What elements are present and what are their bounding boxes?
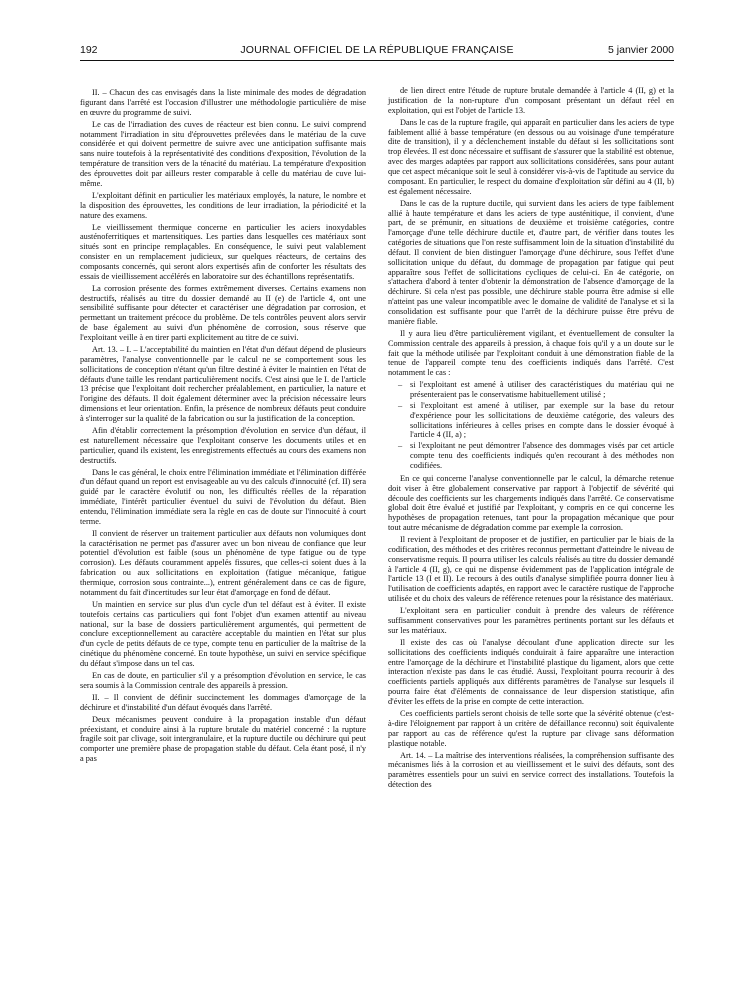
right-column: [388, 86, 674, 792]
paragraph: Art. 13. – I. – L'acceptabilité du maintien en l'état d'un défaut dépend de plusieurs paramètres, l'analyse conventionnelle par le calcul ne se comportement sous les sollicitations de conception n'étant qu'un filtre destiné à éviter le maintien en l'état de défauts d'une taille les rendant particulièrement nocifs. C'est ainsi que le I. de l'article 13 précise que l'exploitant doit rechercher préalablement, en particulier, la nature et l'origine des défauts. Il doit également déterminer avec la précision nécessaire leurs dimensions et leur orientation. Enfin, la présence de nombreux défauts peut conduire à s'interroger sur la qualité de la fabrication ou sur la justification de la conception.: [80, 345, 366, 423]
paragraph: Il existe des cas où l'analyse découlant d'une application directe sur les sollicitations des coefficients indiqués conduirait à faire apparaître une interaction entre l'amorçage de la déchirure et l'instabilité plastique du ligament, alors que cette interaction n'existe pas dans le cas étudié. Aussi, l'exploitant pourra recourir à des coefficients partiels appliqués aux différents paramètres de l'analyse sur lesquels il pourra faire état d'éléments de connaissance de leur dispersion statistique, afin d'éviter les effets de la prise en compte de cette interaction.: [388, 637, 674, 706]
paragraph: L'exploitant sera en particulier conduit à prendre des valeurs de référence suffisamment conservatives pour les paramètres pertinents portant sur les défauts et sur les matériaux.: [388, 606, 674, 635]
left-column: [80, 88, 366, 766]
bullet-item: – si l'exploitant est amené à utiliser, par exemple sur la base du retour d'expérience pour les sollicitations de deuxième catégorie, des valeurs des sollicitations inférieures à celles prises en compte dans le dossier évoqué à l'article 4 (II, a) ;: [410, 401, 674, 440]
paragraph: Ces coefficients partiels seront choisis de telle sorte que la sévérité obtenue (c'est-à-dire l'éloignement par rapport à un critère de défaillance reconnu) soit équivalente par rapport au cas de référence qu'est la rupture par clivage sans déformation plastique notable.: [388, 708, 674, 748]
bullet-item: – si l'exploitant ne peut démontrer l'absence des dommages visés par cet article compte tenu des coefficients indiqués qu'en recourant à des méthodes non codifiées.: [410, 441, 674, 471]
paragraph: L'exploitant définit en particulier les matériaux employés, la nature, le nombre et la disposition des éprouvettes, les conditions de leur irradiation, la périodicité et la nature des examens.: [80, 190, 366, 220]
paragraph: Afin d'établir correctement la présomption d'évolution en service d'un défaut, il est naturellement nécessaire que l'exploitant conserve les documents utiles et en particulier, quand ils existent, les enregistrements effectués au cours des examens non destructifs.: [80, 425, 366, 465]
right-paragraphs-a: [388, 86, 674, 378]
paragraph: La corrosion présente des formes extrêmement diverses. Certains examens non destructifs, réalisés au titre du dossier demandé au II (e) de l'article 4, ont une sensibilité suffisante pour détecter et caractériser une dégradation par corrosion, et permettant un traitement précoce du problème. De tels contrôles peuvent alors servir de base également au suivi d'un phénomène de corrosion, sous réserve que l'exploitant veille à en tirer parti explicitement au titre de ce suivi.: [80, 283, 366, 342]
bullet-item: – si l'exploitant est amené à utiliser des caractéristiques du matériau qui ne présenteraient pas le conservatisme habituellement utilisé ;: [410, 380, 674, 400]
paragraph: Art. 14. – La maîtrise des interventions réalisées, la compréhension suffisante des mécanismes liés à la corrosion et au vieillissement et le suivi des défauts, sont des paramètres essentiels pour un suivi en service correct des installations. Toutefois la détection des: [388, 750, 674, 790]
paragraph: Il y aura lieu d'être particulièrement vigilant, et éventuellement de consulter la Commission centrale des appareils à pression, à chaque fois qu'il y a un doute sur le fait que la méthode utilisée par l'exploitant conduit à une démonstration fiable de la tenue de l'appareil compte tenu des coefficients indiqués dans l'arrêté. C'est notamment le cas :: [388, 328, 674, 378]
paragraph: En cas de doute, en particulier s'il y a présomption d'évolution en service, le cas sera soumis à la Commission centrale des appareils à pression.: [80, 670, 366, 690]
paragraph: Le vieillissement thermique concerne en particulier les aciers inoxydables austénoferritiques et martensitiques. Les parties dans lesquelles ces matériaux sont situés sont en principe remplaçables. En conséquence, le suivi peut valablement consister en un remplacement judicieux, sur quelques réacteurs, de certains des composants concernés, qui seront alors expertisés afin de conforter les résultats des essais de vieillissement accélérés en laboratoire sur des échantillons représentatifs.: [80, 222, 366, 281]
journal-title: JOURNAL OFFICIEL DE LA RÉPUBLIQUE FRANÇAISE: [240, 44, 514, 56]
bullet-list: [388, 380, 674, 471]
paragraph: de lien direct entre l'étude de rupture brutale demandée à l'article 4 (II, g) et la justification de la non-rupture d'un composant présentant un défaut réel en exploitation, qui est l'objet de l'article 13.: [388, 86, 674, 115]
page-header: [80, 44, 674, 60]
issue-date: 5 janvier 2000: [608, 44, 674, 56]
paragraph: Deux mécanismes peuvent conduire à la propagation instable d'un défaut préexistant, et conduire ainsi à la rupture brutale du matériel concerné : la rupture fragile soit par clivage, soit intergranulaire, et la rupture ductile ou déchirure qui peut comporter une première phase de propagation stable du défaut. Cela étant posé, il n'y a pas: [80, 714, 366, 764]
paragraph: Il revient à l'exploitant de proposer et de justifier, en particulier par le biais de la codification, des méthodes et des critères reconnus permettant d'atteindre le niveau de conservatisme requis. Il pourra utiliser les calculs réalisés au titre du dossier demandé à l'article 4 (II, g), ce qui ne dispense évidemment pas de l'application intégrale de l'article 13 (I et II). Le recours à des outils d'analyse simplifiée pourra donner lieu à l'utilisation de coefficients adaptés, en rapport avec le caractère rustique de l'approche utilisée et du choix des valeurs de référence retenues pour la résistance des matériaux.: [388, 535, 674, 604]
paragraph: Le cas de l'irradiation des cuves de réacteur est bien connu. Le suivi comprend notamment l'irradiation in situ d'éprouvettes prélevées dans le matériau de la cuve considérée et qui doivent permettre de suivre avec une anticipation suffisante mais sans nuire toutefois à la représentativité des conditions d'exposition, l'évolution de la température de transition vers de la ténacité du matériau. La température d'exposition des éprouvettes doit par ailleurs rester comparable à celle du matériau de cuve lui-même.: [80, 119, 366, 188]
header-rule: [80, 60, 674, 61]
right-paragraphs-b: [388, 474, 674, 790]
paragraph: En ce qui concerne l'analyse conventionnelle par le calcul, la démarche retenue doit viser à être globalement conservative par rapport à l'objectif de sévérité qui découle des coefficients sur les chargements indiqués dans l'arrêté. Ce conservatisme global doit être évalué et justifié par l'exploitant, y compris en ce qui concerne les hypothèses de propagation retenues, tant pour la propagation mécanique que pour tout autre mécanisme de dégradation comme par exemple la corrosion.: [388, 473, 674, 533]
paragraph: Un maintien en service sur plus d'un cycle d'un tel défaut est à éviter. Il existe toutefois certains cas particuliers qui font l'objet d'un examen attentif au niveau national, sur la base de dossiers particulièrement argumentés, qui permettent de conclure exceptionnellement au caractère acceptable du maintien en l'état sur plus d'un cycle de petits défauts de ce type, compte tenu en particulier de la maîtrise de la cinétique du phénomène concerné. En toute hypothèse, un suivi en service spécifique du défaut s'impose dans un tel cas.: [80, 599, 366, 668]
page-number: 192: [80, 44, 98, 56]
paragraph: Il convient de réserver un traitement particulier aux défauts non volumiques dont la caractérisation ne permet pas d'assurer avec un bon niveau de confiance que leur potentiel d'évolution est faible (sous un phénomène de type fatigue ou de type corrosion). Les défauts couramment appelés fissures, que celles-ci soient dues à la fabrication ou aux sollicitations en exploitation (fatigue mécanique, fatigue thermique, corrosion sous contrainte...), entrent généralement dans ce cas de figure, notamment du fait d'incertitudes sur leur état d'amorçage en fond de défaut.: [80, 528, 366, 597]
paragraph: II. – Il convient de définir succinctement les dommages d'amorçage de la déchirure et d'instabilité d'un défaut évoqués dans l'arrêté.: [80, 692, 366, 712]
paragraph: Dans le cas de la rupture fragile, qui apparaît en particulier dans les aciers de type faiblement allié à basse température (en dessous ou au voisinage d'une température dite de transition), il y a déclenchement instable du défaut si les sollicitations sont trop élevées. Il est donc nécessaire et suffisant de s'assurer que la stabilité est obtenue, avec des marges adaptées par rapport aux sollicitations considérées, sans pour autant que cet aspect mécanique soit le seul à considérer vis-à-vis de l'aptitude au service du composant. En particulier, le respect du domaine d'exploitation sûr défini au 4 (II, b) est également nécessaire.: [388, 117, 674, 196]
paragraph: Dans le cas général, le choix entre l'élimination immédiate et l'élimination différée d'un défaut quand un report est envisageable au vu des calculs d'innocuité (cf. II) sera guidé par le caractère évolutif ou non, les difficultés réelles de la réparation immédiate, l'intérêt particulier éventuel du suivi de l'évolution du défaut. Bien entendu, l'élimination immédiate sera la règle en cas de doute sur l'innocuité à court terme.: [80, 467, 366, 526]
paragraph: Dans le cas de la rupture ductile, qui survient dans les aciers de type faiblement allié à haute température et dans les aciers de type austénitique, il convient, d'une part, de se prémunir, en situations de deuxième et troisième catégories, contre l'amorçage d'une telle déchirure ductile et, d'autre part, de vérifier dans toutes les catégories de situations que l'on reste suffisamment loin de la situation d'instabilité du défaut. Il convient de bien distinguer l'amorçage d'une déchirure, sous l'effet d'une sollicitation unique du défaut, du dommage de propagation par fatigue qui peut apparaître sous l'effet de sollicitations cycliques de celui-ci. En 4e catégorie, on s'attachera d'abord à tenter d'obtenir la démonstration de l'absence d'amorçage de la déchirure. Si cela n'est pas possible, une déchirure stable pourra être admise si elle n'atteint pas une valeur incompatible avec le domaine de validité de l'analyse et si la consolidation est suffisante pour que l'arrêt de la déchirure puisse être prévu de manière fiable.: [388, 198, 674, 326]
paragraph: II. – Chacun des cas envisagés dans la liste minimale des modes de dégradation figurant dans l'arrêté est l'occasion d'illustrer une méthodologie particulière de mise en œuvre du programme de suivi.: [80, 88, 366, 117]
